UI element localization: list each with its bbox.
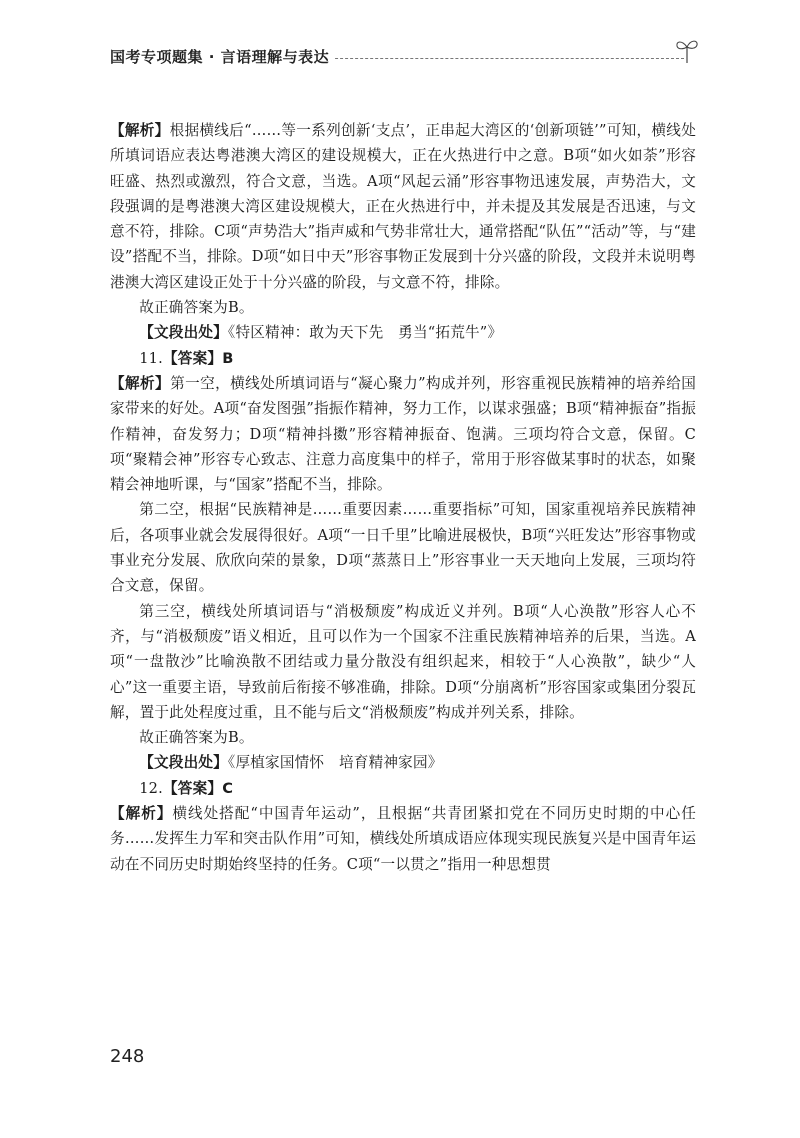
answer-conclusion: 故正确答案为B。: [139, 299, 254, 317]
analysis-text: 根据横线后“……等一系列创新‘支点’，正串起大湾区的‘创新项链’”可知，横线处所填词语应表达粤港澳大湾区的建设规模大，正在火热进行中之意。B项“如火如荼”形容旺盛、热烈或激烈，符合文意，当选。A项“风起云涌”形容事物迅速发展，声势浩大，文段强调的是粤港澳大湾区建设规模大，正在火热进行中，并未提及其发展是否迅速，与文意不符，排除。C项“声势浩大”指声威和气势非常壮大，通常搭配“队伍”“活动”等，与“建设”搭配不当，排除。D项“如日中天”形容事物正发展到十分兴盛的阶段，文段并未说明粤港澳大湾区建设正处于十分兴盛的阶段，与文意不符，排除。: [110, 122, 697, 291]
source-line: [110, 750, 696, 775]
answer-value: B: [222, 349, 234, 367]
source-tag: 【文段出处】: [139, 754, 228, 772]
page-number: 248: [110, 1046, 145, 1067]
analysis-paragraph: [110, 371, 696, 497]
question-number: 12.: [139, 779, 163, 797]
analysis-paragraph: [110, 118, 696, 295]
header-dashed-rule: [310, 58, 684, 59]
answer-tag: 【答案】: [163, 779, 223, 797]
source-line: [110, 320, 696, 345]
source-tag: 【文段出处】: [139, 324, 228, 342]
source-text: 《特区精神：敢为天下先 勇当“拓荒牛”》: [227, 324, 503, 342]
analysis-tag: 【解析】: [110, 805, 173, 823]
page-body: [110, 118, 696, 877]
answer-value: C: [222, 779, 234, 797]
page-header: [110, 42, 700, 72]
question-answer-line: [110, 346, 696, 371]
analysis-paragraph: 第二空，根据“民族精神是……重要因素……重要指标”可知，国家重视培养民族精神后，各项事业就会发展得很好。A项“一日千里”比喻进展极快，B项“兴旺发达”形容事物或事业充分发展、欣欣向荣的景象，D项“蒸蒸日上”形容事业一天天地向上发展，三项均符合文意，保留。: [110, 501, 696, 595]
header-title: 国考专项题集 · 言语理解与表达: [110, 46, 335, 67]
analysis-tag: 【解析】: [110, 122, 170, 139]
analysis-tag: 【解析】: [110, 374, 171, 392]
sprout-icon: [674, 36, 700, 64]
analysis-paragraph: [110, 801, 696, 877]
answer-tag: 【答案】: [163, 349, 223, 367]
analysis-text: 第一空，横线处所填词语与“凝心聚力”构成并列，形容重视民族精神的培养给国家带来的好处。A项“奋发图强”指振作精神，努力工作，以谋求强盛；B项“精神振奋”指振作精神，奋发努力；D项“精神抖擞”形容精神振奋、饱满。三项均符合文意，保留。C项“聚精会神”形容专心致志、注意力高度集中的样子，常用于形容做某事时的状态，如聚精会神地听课，与“国家”搭配不当，排除。: [110, 374, 697, 494]
answer-conclusion: 故正确答案为B。: [139, 729, 254, 747]
source-text: 《厚植家国情怀 培育精神家园》: [227, 754, 443, 772]
question-answer-line: [110, 776, 696, 801]
analysis-text: 横线处搭配“中国青年运动”，且根据“共青团紧扣党在不同历史时期的中心任务……发挥生力军和突击队作用”可知，横线处所填成语应体现实现民族复兴是中国青年运动在不同历史时期始终坚持的任务。C项“一以贯之”指用一种思想贯: [110, 805, 696, 873]
analysis-paragraph: 第三空，横线处所填词语与“消极颓废”构成近义并列。B项“人心涣散”形容人心不齐，与“消极颓废”语义相近，且可以作为一个国家不注重民族精神培养的后果，当选。A项“一盘散沙”比喻涣散不团结或力量分散没有组织起来，相较于“人心涣散”，缺少“人心”这一重要主语，导致前后衔接不够准确，排除。D项“分崩离析”形容国家或集团分裂瓦解，置于此处程度过重，且不能与后文“消极颓废”构成并列关系，排除。: [110, 602, 696, 721]
question-number: 11.: [139, 349, 163, 367]
